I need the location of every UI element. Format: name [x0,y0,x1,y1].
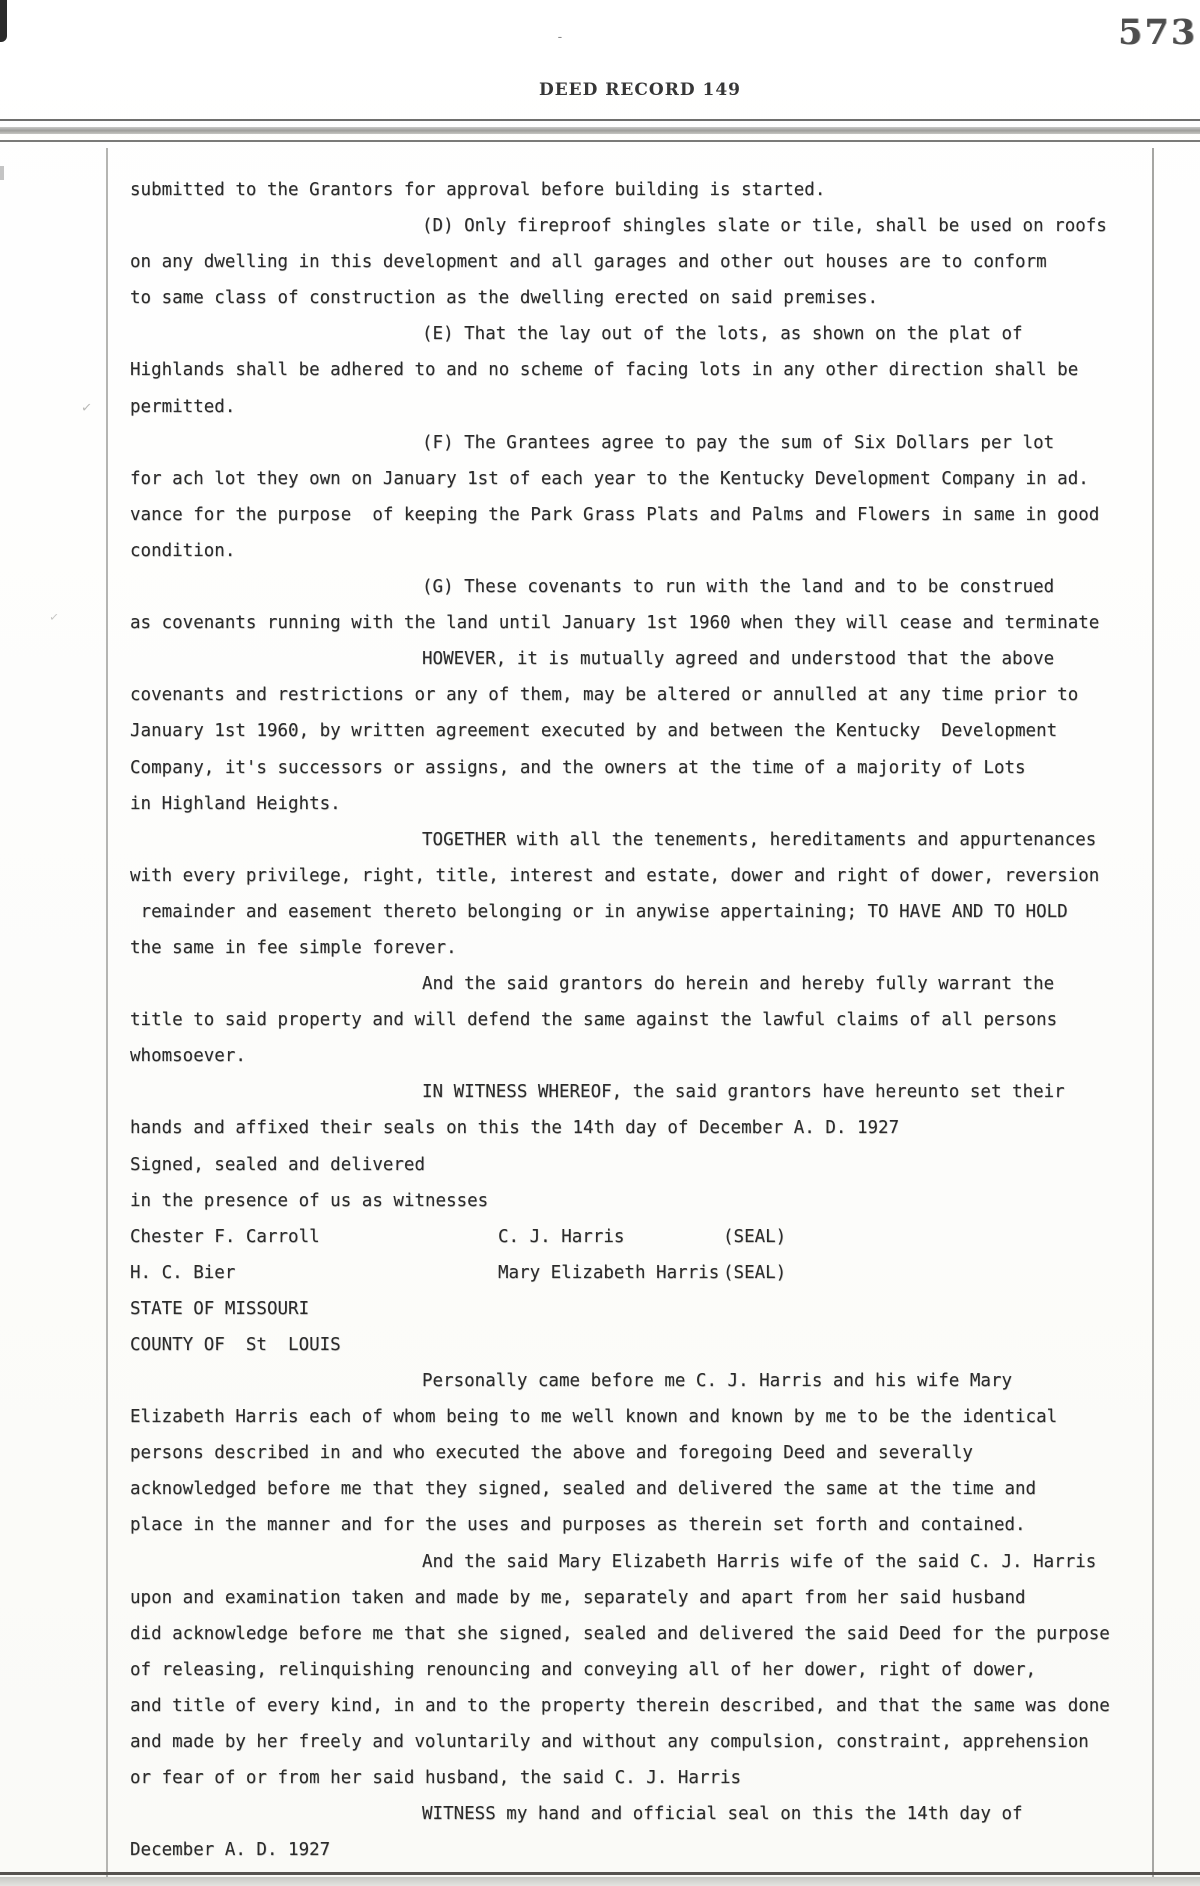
text-line: January 1st 1960, by written agreement executed by and between the Kentucky Development [130,721,1058,742]
text-line: (D) Only fireproof shingles slate or tile, shall be used on roofs [422,216,1107,237]
text-line: And the said grantors do herein and hereby fully warrant the [422,974,1055,995]
text-line: and title of every kind, in and to the property therein described, and that the same was done [130,1695,1110,1716]
next-page-edge [0,1877,1200,1886]
page-number: 573 [1118,12,1198,53]
text-line: Elizabeth Harris each of whom being to me well known and known by me to be the identical [130,1407,1058,1428]
text-line: condition. [130,540,236,561]
text-line: Personally came before me C. J. Harris and his wife Mary [422,1371,1013,1392]
text-line: whomsoever. [130,1046,246,1067]
text-line: covenants and restrictions or any of them, may be altered or annulled at any time prior to [130,685,1079,706]
text-line: the same in fee simple forever. [130,937,457,958]
bottom-page-rule [0,1872,1200,1875]
text-line: as covenants running with the land until January 1st 1960 when they will cease and terminate [130,613,1100,634]
text-line: of releasing, relinquishing renouncing and conveying all of her dower, right of dower, [130,1659,1037,1680]
text-line: IN WITNESS WHEREOF, the said grantors have hereunto set their [422,1082,1065,1103]
text-line: WITNESS my hand and official seal on this the 14th day of [422,1804,1023,1825]
text-line: TOGETHER with all the tenements, hereditaments and appurtenances [422,829,1097,850]
page-title: DEED RECORD 149 [538,80,742,100]
text-line: HOWEVER, it is mutually agreed and understood that the above [422,649,1055,670]
signature-row [130,1219,1160,1255]
text-line: hands and affixed their seals on this the 14th day of December A. D. 1927 [130,1118,900,1139]
text-line: (E) That the lay out of the lots, as shown on the plat of [422,324,1023,345]
text-line: acknowledged before me that they signed, sealed and delivered the same at the time and [130,1479,1037,1500]
signer-name: Mary Elizabeth Harris [498,1262,720,1283]
seal-label: (SEAL) [723,1262,787,1283]
left-margin-rule [106,148,108,1886]
scan-dash-artifact: - [556,30,564,45]
text-line: December A. D. 1927 [130,1840,331,1861]
text-line: vance for the purpose of keeping the Park Grass Plats and Palms and Flowers in same in good [130,504,1100,525]
text-line: persons described in and who executed the above and foregoing Deed and severally [130,1443,973,1464]
text-line: Highlands shall be adhered to and no scheme of facing lots in any other direction shall be [130,360,1079,381]
text-line: remainder and easement thereto belonging or in anywise appertaining; TO HAVE AND TO HOLD [130,901,1068,922]
margin-checkmark-icon: ✓ [81,397,92,417]
text-line: Company, it's successors or assigns, and the owners at the time of a majority of Lots [130,757,1026,778]
text-line: in Highland Heights. [130,793,341,814]
deed-body-text [130,172,1160,1868]
seal-label: (SEAL) [723,1226,787,1247]
text-line: in the presence of us as witnesses [130,1190,489,1211]
text-line: did acknowledge before me that she signed, sealed and delivered the said Deed for the purpose [130,1623,1110,1644]
text-line: with every privilege, right, title, interest and estate, dower and right of dower, reversion [130,865,1100,886]
text-line: upon and examination taken and made by me, separately and apart from her said husband [130,1587,1026,1608]
text-line: COUNTY OF St LOUIS [130,1335,341,1355]
text-line: title to said property and will defend the same against the lawful claims of all persons [130,1010,1058,1031]
text-line: (F) The Grantees agree to pay the sum of Six Dollars per lot [422,432,1055,453]
text-line: And the said Mary Elizabeth Harris wife of the said C. J. Harris [422,1551,1097,1572]
margin-checkmark-icon: ✓ [49,609,59,626]
scan-edge-artifact [0,166,4,180]
text-line: permitted. [130,396,236,417]
text-line: STATE OF MISSOURI [130,1298,310,1319]
text-line: or fear of or from her said husband, the said C. J. Harris [130,1768,742,1789]
top-rule-thin-upper [0,119,1200,121]
text-line: and made by her freely and voluntarily and without any compulsion, constraint, apprehension [130,1732,1089,1753]
text-line: submitted to the Grantors for approval before building is started. [130,180,826,200]
signer-name: C. J. Harris [498,1226,625,1247]
top-rule-thick [0,127,1200,134]
witness-name: Chester F. Carroll [130,1226,320,1247]
text-line: Signed, sealed and delivered [130,1154,426,1175]
scan-corner-artifact [0,0,7,42]
witness-name: H. C. Bier [130,1262,236,1283]
signature-row [130,1255,1160,1291]
text-line: to same class of construction as the dwelling erected on said premises. [130,288,879,309]
text-line: for ach lot they own on January 1st of each year to the Kentucky Development Company in ad. [130,468,1089,489]
top-rule-thin-lower [0,140,1200,142]
text-line: (G) These covenants to run with the land and to be construed [422,577,1055,598]
text-line: place in the manner and for the uses and purposes as therein set forth and contained. [130,1515,1026,1536]
text-line: on any dwelling in this development and all garages and other out houses are to conform [130,252,1047,273]
